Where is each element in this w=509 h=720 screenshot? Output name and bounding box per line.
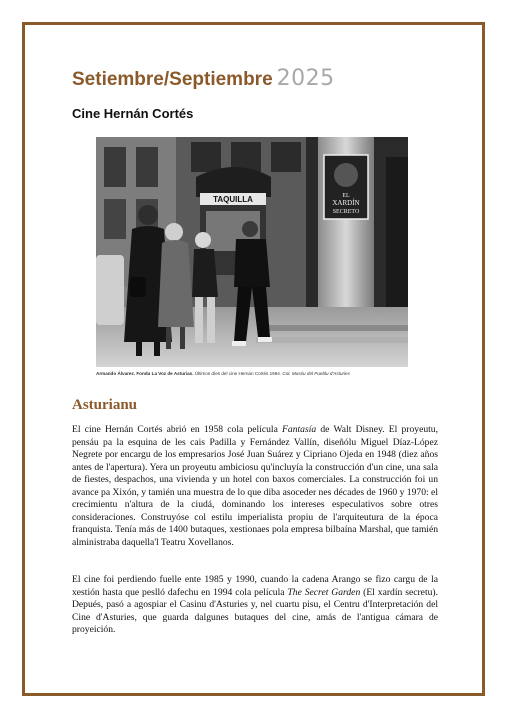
cinema-photo [96,137,408,367]
poster-line2: XARDÍN [332,199,360,207]
paragraph-2-c: (El xardín secretu). Depués, pasó a agospiar el Casinu d'Asturies y, nel cuartu pisu, el Centru d'Interpretación del Cine d'Asturies, que guarda dalgunes butaques del cine, amás de l'antigua cámara de proyeición. [72,586,439,635]
photo-caption [96,371,408,376]
paragraph-1-film: Fantasía [282,424,317,435]
paragraph-2-a: El cine foi perdiendo fuelle ente 1985 y 1990, cuando la cadena Arango se fizo cargu de la xestión hasta que peslló dafechu en 1994 cola película [72,574,438,598]
cinema-title: Cine Hernán Cortés [72,106,194,121]
caption-text: Últimos díes del cine Hernán Cortés 1994. [193,371,283,376]
paragraph-1 [72,424,438,549]
caption-credit: Armando Álvarez. Fondu La Voz de Asturias. [96,371,194,376]
paragraph-1-c: de Walt Disney. El proyeutu, pensáu pa la esquina de les cais Padilla y Fernández Vallín, diseñólu Miguel Díaz-López Negrete por encargu de los empresarios José Juan Suárez y Cipriano Ojeda en 1948 (diez años antes de l'apertura). Yera un proyeutu ambiciosu qu'incluyía la construcción d'un cine, una sala de fiestes, despachos, una vivienda y un hotel con baxos comerciales. La construcción foi un avance pa Xixón, y tamién una muestra de lo que diba asoceder nes décades de 1960 y 1970: el crecimientu n'altura de la ciudá, dominando los intereses especulativos sobre otres consideraciones. Construyóse col estilu imperialista propiu de l'arquiteutura de la época franquista. Tenía más de 1400 butaques, xestionaes pola empresa bilbaína Marshal, que tamién alministraba daquella'l Teatru Xovellanos. [72,424,438,548]
poster-line3: SECRETO [332,209,360,215]
ticket-sign: TAQUILLA [213,195,253,204]
paragraph-2 [72,574,438,637]
paragraph-2-film: The Secret Garden [287,586,361,598]
poster-line1: EL [342,193,350,199]
caption-collection: Col. Muséu del Pueblu d'Asturies [282,371,350,376]
paragraph-1-a: El cine Hernán Cortés abrió en 1958 cola película [72,424,283,435]
year-title: 2025 [276,66,335,91]
page-header [72,66,335,91]
section-title: Asturianu [72,397,138,413]
month-title: Setiembre/Septiembre [72,69,273,90]
